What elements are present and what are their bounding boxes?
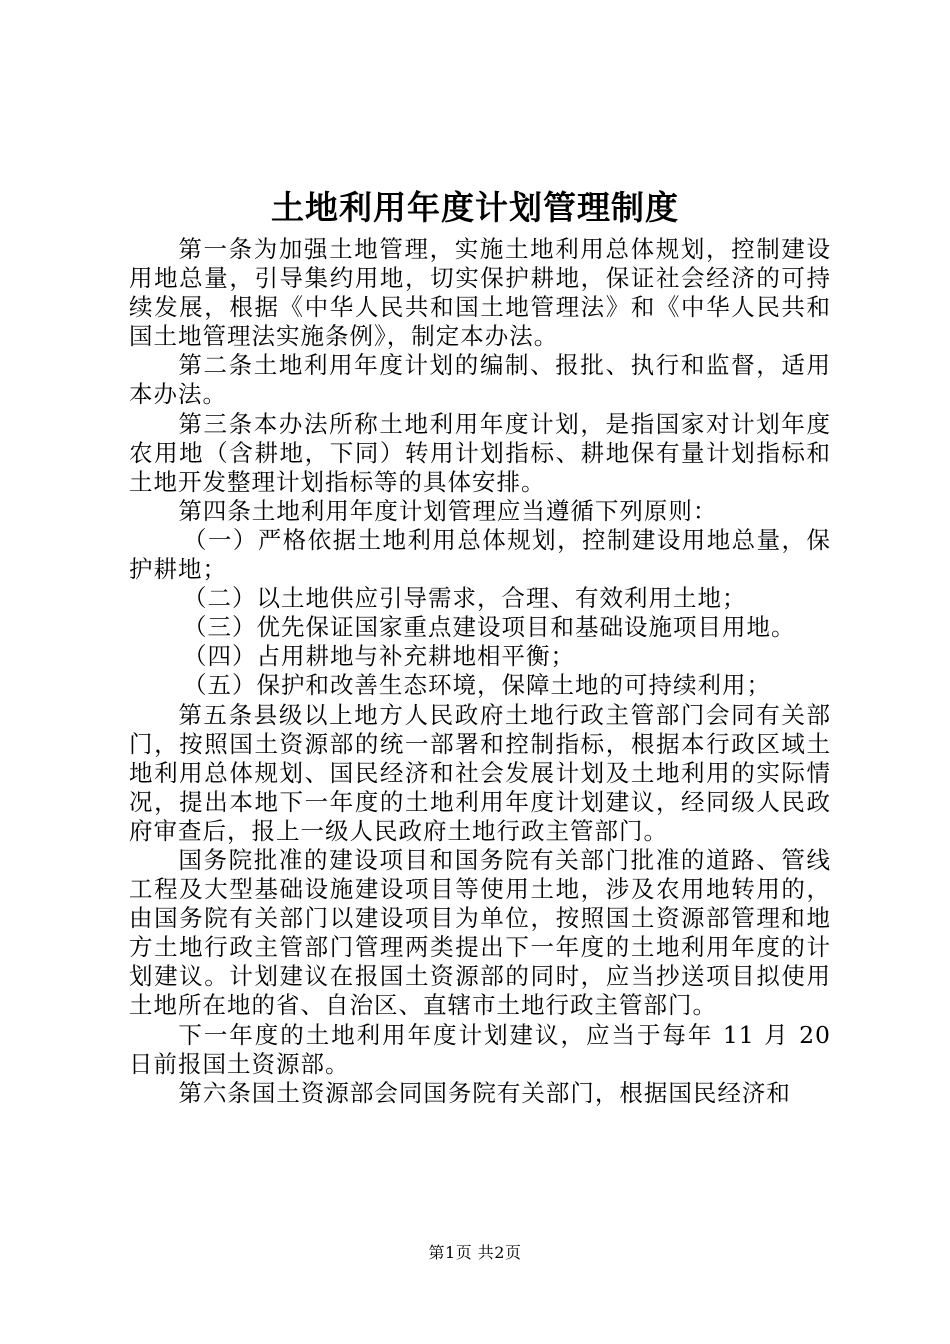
principle-2-item: （二）以土地供应引导需求，合理、有效利用土地；	[183, 584, 747, 613]
article-3-paragraph: 第三条本办法所称土地利用年度计划，是指国家对计划年度农用地（含耕地，下同）转用计划指标、耕地保有量计划指标和土地开发整理计划指标等的具体安排。	[129, 409, 831, 496]
document-body	[129, 235, 831, 1108]
principle-3-item: （三）优先保证国家重点建设项目和基础设施项目用地。	[183, 613, 796, 642]
article-5-paragraph: 第五条县级以上地方人民政府土地行政主管部门会同有关部门，按照国土资源部的统一部署和控制指标，根据本行政区域土地利用总体规划、国民经济和社会发展计划及土地利用的实际情况，提出本地下一年度的土地利用年度计划建议，经同级人民政府审查后，报上一级人民政府土地行政主管部门。	[129, 700, 831, 845]
principle-5-item: （五）保护和改善生态环境，保障土地的可持续利用；	[183, 671, 772, 700]
state-council-projects-paragraph: 国务院批准的建设项目和国务院有关部门批准的道路、管线工程及大型基础设施建设项目等使用土地，涉及农用地转用的，由国务院有关部门以建设项目为单位，按照国土资源部管理和地方土地行政主管部门管理两类提出下一年度的土地利用年度的计划建议。计划建议在报国土资源部的同时，应当抄送项目拟使用土地所在地的省、自治区、直辖市土地行政主管部门。	[129, 845, 831, 1020]
article-2-paragraph: 第二条土地利用年度计划的编制、报批、执行和监督，适用本办法。	[129, 351, 831, 409]
submission-deadline-paragraph: 下一年度的土地利用年度计划建议，应当于每年 11 月 20 日前报国土资源部。	[129, 1020, 831, 1078]
page-footer: 第1页 共2页	[428, 1243, 522, 1262]
principle-1-item: （一）严格依据土地利用总体规划，控制建设用地总量，保护耕地；	[129, 525, 831, 584]
document-title: 土地利用年度计划管理制度	[271, 188, 679, 227]
article-6-paragraph: 第六条国土资源部会同国务院有关部门，根据国民经济和	[178, 1078, 791, 1107]
article-1-paragraph: 第一条为加强土地管理，实施土地利用总体规划，控制建设用地总量，引导集约用地，切实保护耕地，保证社会经济的可持续发展，根据《中华人民共和国土地管理法》和《中华人民共和国土地管理法实施条例》，制定本办法。	[129, 235, 831, 351]
principle-4-item: （四）占用耕地与补充耕地相平衡；	[183, 642, 576, 671]
article-4-paragraph: 第四条土地利用年度计划管理应当遵循下列原则：	[178, 496, 718, 525]
